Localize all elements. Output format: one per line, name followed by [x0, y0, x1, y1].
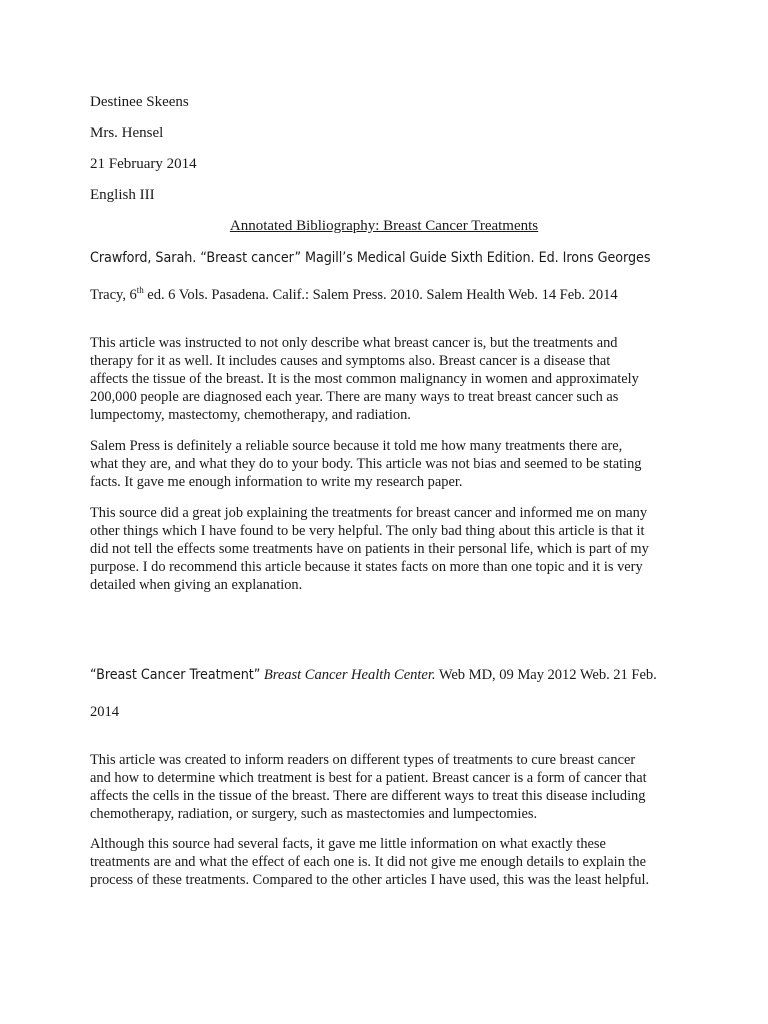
date: 21 February 2014 [90, 156, 197, 172]
entry1-citation-superscript: th [136, 285, 144, 295]
entry2-citation-line2: 2014 [90, 704, 119, 720]
paragraph-line: affects the tissue of the breast. It is the most common malignancy in women and approximately [90, 371, 639, 387]
entry1-citation-author-part: Tracy, 6 [90, 287, 137, 303]
paragraph-line: This article was instructed to not only describe what breast cancer is, but the treatments and [90, 335, 618, 351]
paragraph-line: process of these treatments. Compared to the other articles I have used, this was the least helpful. [90, 872, 650, 888]
paragraph-line: other things which I have found to be very helpful. The only bad thing about this article is that it [90, 523, 645, 539]
paragraph-line: purpose. I do recommend this article because it states facts on more than one topic and it is very [90, 559, 643, 575]
entry2-evaluation-paragraph [90, 835, 690, 889]
entry2-citation-publication: Web MD, 09 May 2012 Web. 21 Feb. [438, 667, 657, 683]
entry1-reliability-paragraph [90, 437, 690, 491]
paragraph-line: chemotherapy, radiation, or surgery, such as mastectomies and lumpectomies. [90, 806, 538, 822]
entry2-citation-line1 [90, 666, 657, 684]
student-name: Destinee Skeens [90, 94, 189, 110]
paragraph-line: detailed when giving an explanation. [90, 577, 303, 593]
paragraph-line: 200,000 people are diagnosed each year. There are many ways to treat breast cancer such as [90, 389, 619, 405]
entry1-evaluation-paragraph [90, 504, 690, 594]
entry1-summary-paragraph [90, 334, 690, 424]
entry2-summary-paragraph [90, 751, 690, 823]
entry2-citation-source: Breast Cancer Health Center. [263, 667, 436, 683]
paragraph-line: Although this source had several facts, it gave me little information on what exactly these [90, 836, 606, 852]
page-title: Annotated Bibliography: Breast Cancer Treatments [229, 218, 539, 234]
teacher-name: Mrs. Hensel [90, 125, 164, 141]
paragraph-line: affects the cells in the tissue of the breast. There are different ways to treat this disease including [90, 788, 646, 804]
paragraph-line: did not tell the effects some treatments have on patients in their personal life, which is part of my [90, 541, 649, 557]
course-name: English III [90, 187, 155, 203]
paragraph-line: This source did a great job explaining the treatments for breast cancer and informed me on many [90, 505, 648, 521]
paragraph-line: and how to determine which treatment is best for a patient. Breast cancer is a form of cancer that [90, 770, 647, 786]
paragraph-line: lumpectomy, mastectomy, chemotherapy, and radiation. [90, 407, 411, 423]
entry1-citation-line2 [90, 286, 618, 304]
paragraph-line: This article was created to inform readers on different types of treatments to cure breast cancer [90, 752, 636, 768]
entry1-citation-publication: ed. 6 Vols. Pasadena. Calif.: Salem Press. 2010. Salem Health Web. 14 Feb. 2014 [143, 287, 618, 303]
paragraph-line: Salem Press is definitely a reliable source because it told me how many treatments there are, [90, 438, 623, 454]
paragraph-line: therapy for it as well. It includes causes and symptoms also. Breast cancer is a disease that [90, 353, 611, 369]
entry1-citation-line1: Crawford, Sarah. “Breast cancer” Magill’s Medical Guide Sixth Edition. Ed. Irons Georges [90, 250, 651, 266]
paragraph-line: what they are, and what they do to your body. This article was not bias and seemed to be stating [90, 456, 642, 472]
paragraph-line: treatments are and what the effect of each one is. It did not give me enough details to explain the [90, 854, 646, 870]
paragraph-line: facts. It gave me enough information to write my research paper. [90, 474, 463, 490]
entry2-citation-title: “Breast Cancer Treatment” [90, 667, 261, 683]
